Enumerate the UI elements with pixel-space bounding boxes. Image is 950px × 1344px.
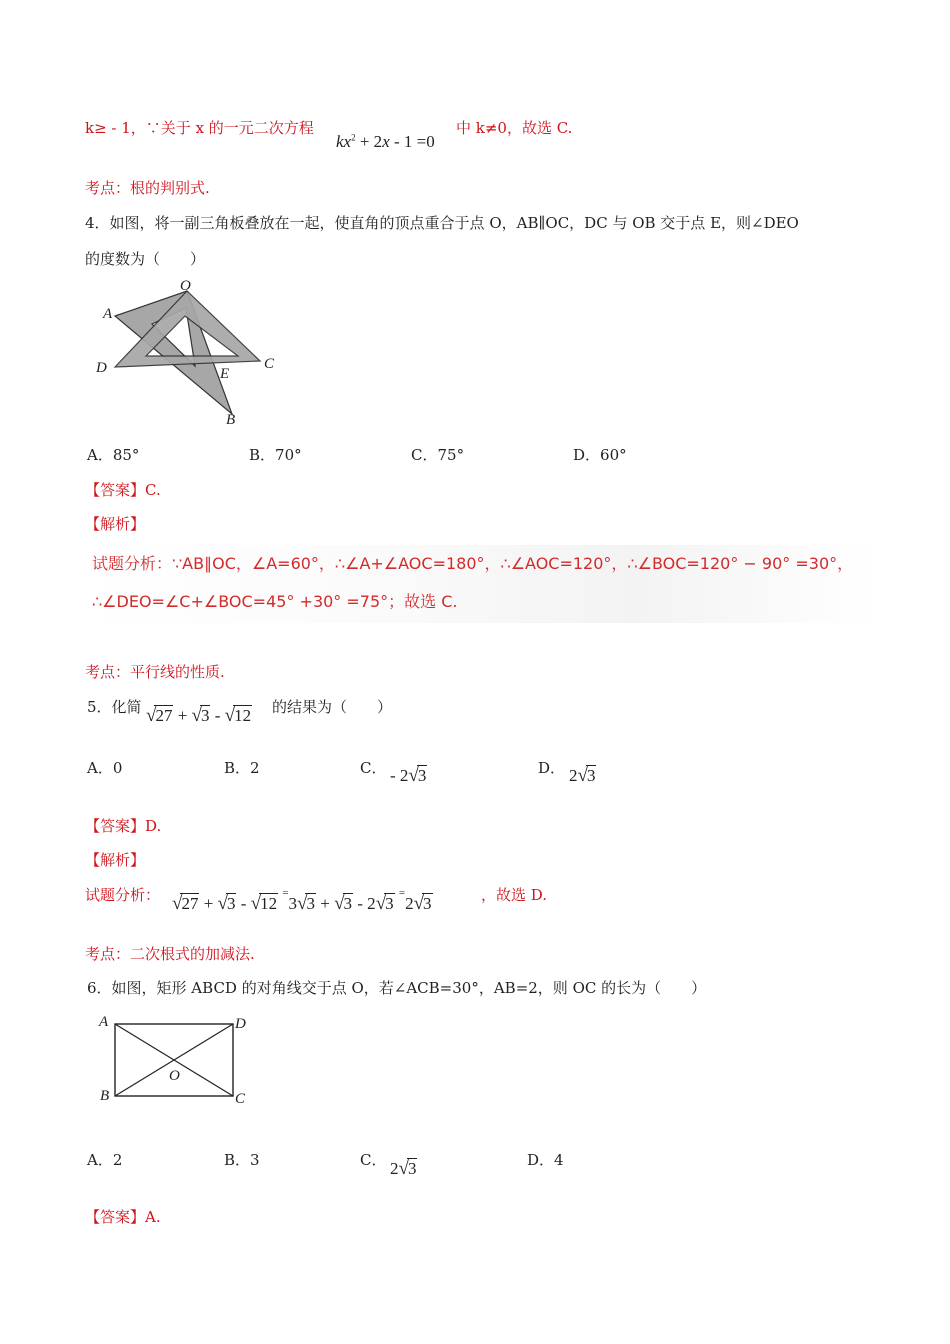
q6-label-a: A [99,1014,109,1030]
q4-label-e: E [220,366,230,382]
q6-stem: 6．如图，矩形 ABCD 的对角线交于点 O，若∠ACB=30°，AB=2，则 OC 的长为（ ） [87,979,707,997]
q3-conclusion-text: k≥ - 1，∵关于 x 的一元二次方程 [85,119,314,137]
q4-stem-line2: 的度数为（ ） [85,250,206,268]
q3-kaodian: 考点：根的判别式. [85,179,210,197]
q4-option-c: C．75° [411,446,465,464]
q6-rectangle-figure [95,1010,260,1110]
q5-expression: √27 + √3 - √12 [146,705,252,726]
q5-option-a: A．0 [87,759,123,777]
q3-conclusion-end: 中 k≠0，故选 C. [456,119,573,137]
q6-label-c: C [235,1091,246,1107]
q5-option-c-math: - 2√3 [390,765,427,786]
q3-equation: $kx^2 + 2x - 1 =0$ [336,132,435,151]
q4-option-a: A．85° [87,446,140,464]
q5-jiexi-label: 【解析】 [85,851,146,869]
q4-label-d: D [96,360,107,376]
q5-stem-prefix: 5．化简 [87,698,142,716]
q4-option-d: D．60° [573,446,627,464]
q4-label-a: A [103,306,113,322]
q6-label-b: B [100,1088,110,1104]
q4-triangle-figure [90,276,290,428]
q5-option-b: B．2 [224,759,260,777]
q5-answer: 【答案】D. [85,817,162,835]
q6-option-d: D．4 [527,1151,564,1169]
q4-answer: 【答案】C. [85,481,161,499]
q6-answer: 【答案】A. [85,1208,161,1226]
q5-option-d-math: 2√3 [569,765,596,786]
q6-option-c-label: C． [360,1151,387,1169]
q6-option-b: B．3 [224,1151,260,1169]
q5-option-c-label: C． [360,759,387,777]
q4-analysis-line2: ∴∠DEO=∠C+∠BOC=45° +30° =75°；故选 C. [92,592,458,611]
q5-analysis-suffix: ，故选 D. [481,886,548,904]
q5-analysis-prefix: 试题分析： [85,886,161,904]
q4-kaodian: 考点：平行线的性质. [85,663,225,681]
q4-option-b: B．70° [249,446,302,464]
q4-label-b: B [226,412,236,428]
q5-stem-suffix: 的结果为（ ） [272,698,393,716]
q4-analysis-line1: 试题分析：∵AB∥OC，∠A=60°，∴∠A+∠AOC=180°，∴∠AOC=120°，∴∠BOC=120° − 90° =30°， [92,554,854,573]
q5-analysis-math: √27 + √3 - √12 =3√3 + √3 - 2√3 =2√3 [172,887,432,914]
q6-label-d: D [235,1016,246,1032]
q6-label-o: O [169,1068,180,1084]
q4-stem-line1: 4．如图，将一副三角板叠放在一起，使直角的顶点重合于点 O，AB∥OC，DC 与 OB 交于点 E，则∠DEO [85,214,799,232]
q4-label-c: C [264,356,275,372]
q6-option-c-math: 2√3 [390,1158,417,1179]
q6-option-a: A．2 [87,1151,123,1169]
q4-jiexi-label: 【解析】 [85,515,146,533]
q5-option-d-label: D． [538,759,566,777]
q4-label-o: O [180,278,191,294]
q5-kaodian: 考点：二次根式的加减法. [85,945,255,963]
